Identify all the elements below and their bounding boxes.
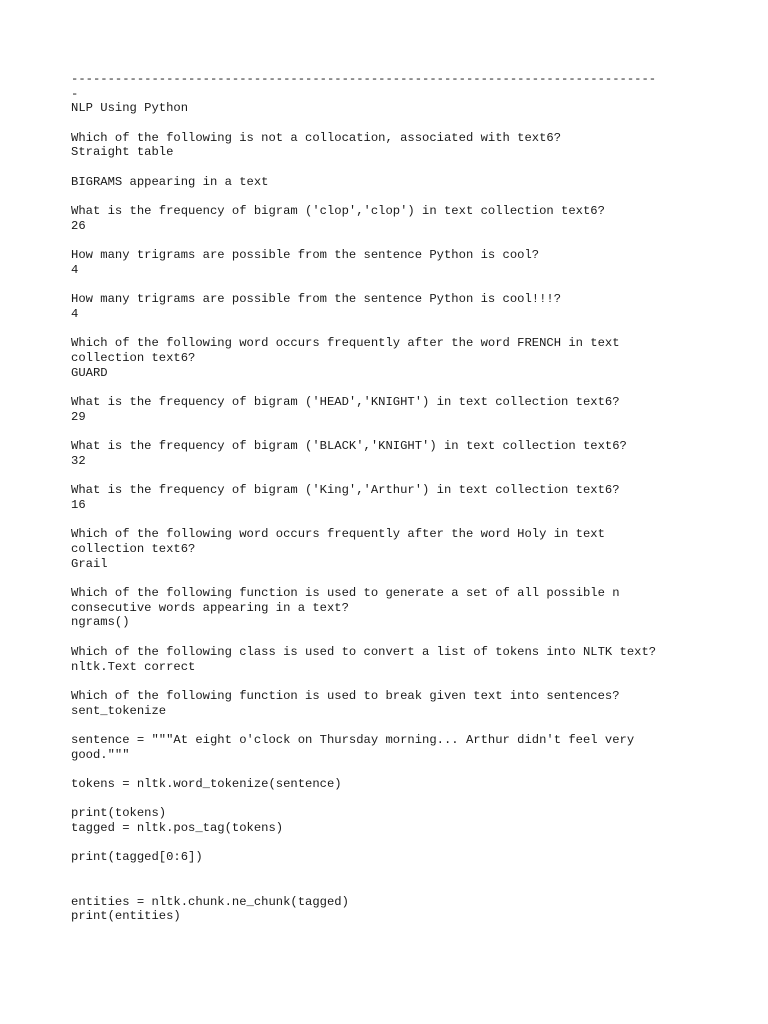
rule-tail: - [71, 86, 79, 101]
question-text: collection text6? [71, 542, 196, 556]
question-text: How many trigrams are possible from the sentence Python is cool? [71, 248, 540, 263]
qa-item [71, 395, 728, 439]
question-text: Which of the following function is used to generate a set of all possible n [71, 586, 620, 601]
code-print-entities: print(entities) [71, 909, 181, 924]
answer-text: Grail [71, 556, 108, 571]
qa-item [71, 131, 728, 175]
document-title: NLP Using Python [71, 101, 189, 116]
question-text: What is the frequency of bigram ('HEAD','KNIGHT') in text collection text6? [71, 395, 620, 410]
answer-text: Straight table [71, 145, 174, 160]
code-tokens: tokens = nltk.word_tokenize(sentence) [71, 777, 342, 791]
qa-item [71, 204, 728, 248]
question-text: What is the frequency of bigram ('clop','clop') in text collection text6? [71, 204, 605, 219]
answer-text: 4 [71, 307, 79, 321]
rule-line: -------------------------------------------------------------------------------- [71, 72, 657, 86]
question-text: consecutive words appearing in a text? [71, 600, 349, 615]
answer-text: 29 [71, 409, 86, 424]
question-text: Which of the following word occurs frequently after the word Holy in text [71, 527, 605, 542]
code-sentence-line-1: sentence = """At eight o'clock on Thursday morning... Arthur didn't feel very [71, 732, 635, 747]
qa-item [71, 527, 728, 586]
qa-item [71, 645, 728, 689]
qa-item [71, 175, 728, 204]
qa-item [71, 689, 728, 733]
answer-text: nltk.Text correct [71, 659, 196, 674]
code-sentence-line-2: good.""" [71, 747, 130, 762]
code-entities: entities = nltk.chunk.ne_chunk(tagged) [71, 894, 349, 909]
answer-text: 26 [71, 218, 86, 233]
qa-item [71, 483, 728, 527]
qa-item [71, 439, 728, 483]
question-text: How many trigrams are possible from the sentence Python is cool!!!? [71, 292, 562, 307]
question-text: collection text6? [71, 351, 196, 366]
answer-text: 16 [71, 497, 86, 512]
qa-item [71, 292, 728, 336]
code-print-tagged: print(tagged[0:6]) [71, 850, 203, 865]
answer-text: ngrams() [71, 615, 130, 630]
qa-list [71, 131, 728, 733]
qa-item [71, 336, 728, 395]
answer-text: 4 [71, 262, 79, 277]
question-text: Which of the following function is used to break given text into sentences? [71, 688, 620, 703]
question-text: What is the frequency of bigram ('BLACK','KNIGHT') in text collection text6? [71, 439, 627, 454]
qa-item [71, 248, 728, 292]
answer-text: 32 [71, 453, 86, 468]
code-print-tokens: print(tokens) [71, 806, 167, 821]
question-text: Which of the following class is used to convert a list of tokens into NLTK text? [71, 644, 657, 659]
question-text: Which of the following word occurs frequently after the word FRENCH in text [71, 336, 620, 351]
question-text: BIGRAMS appearing in a text [71, 174, 269, 189]
qa-item [71, 586, 728, 645]
code-tagged: tagged = nltk.pos_tag(tokens) [71, 821, 284, 836]
question-text: What is the frequency of bigram ('King','Arthur') in text collection text6? [71, 483, 620, 498]
answer-text: GUARD [71, 365, 108, 380]
answer-text: sent_tokenize [71, 703, 167, 718]
question-text: Which of the following is not a collocation, associated with text6? [71, 130, 562, 145]
